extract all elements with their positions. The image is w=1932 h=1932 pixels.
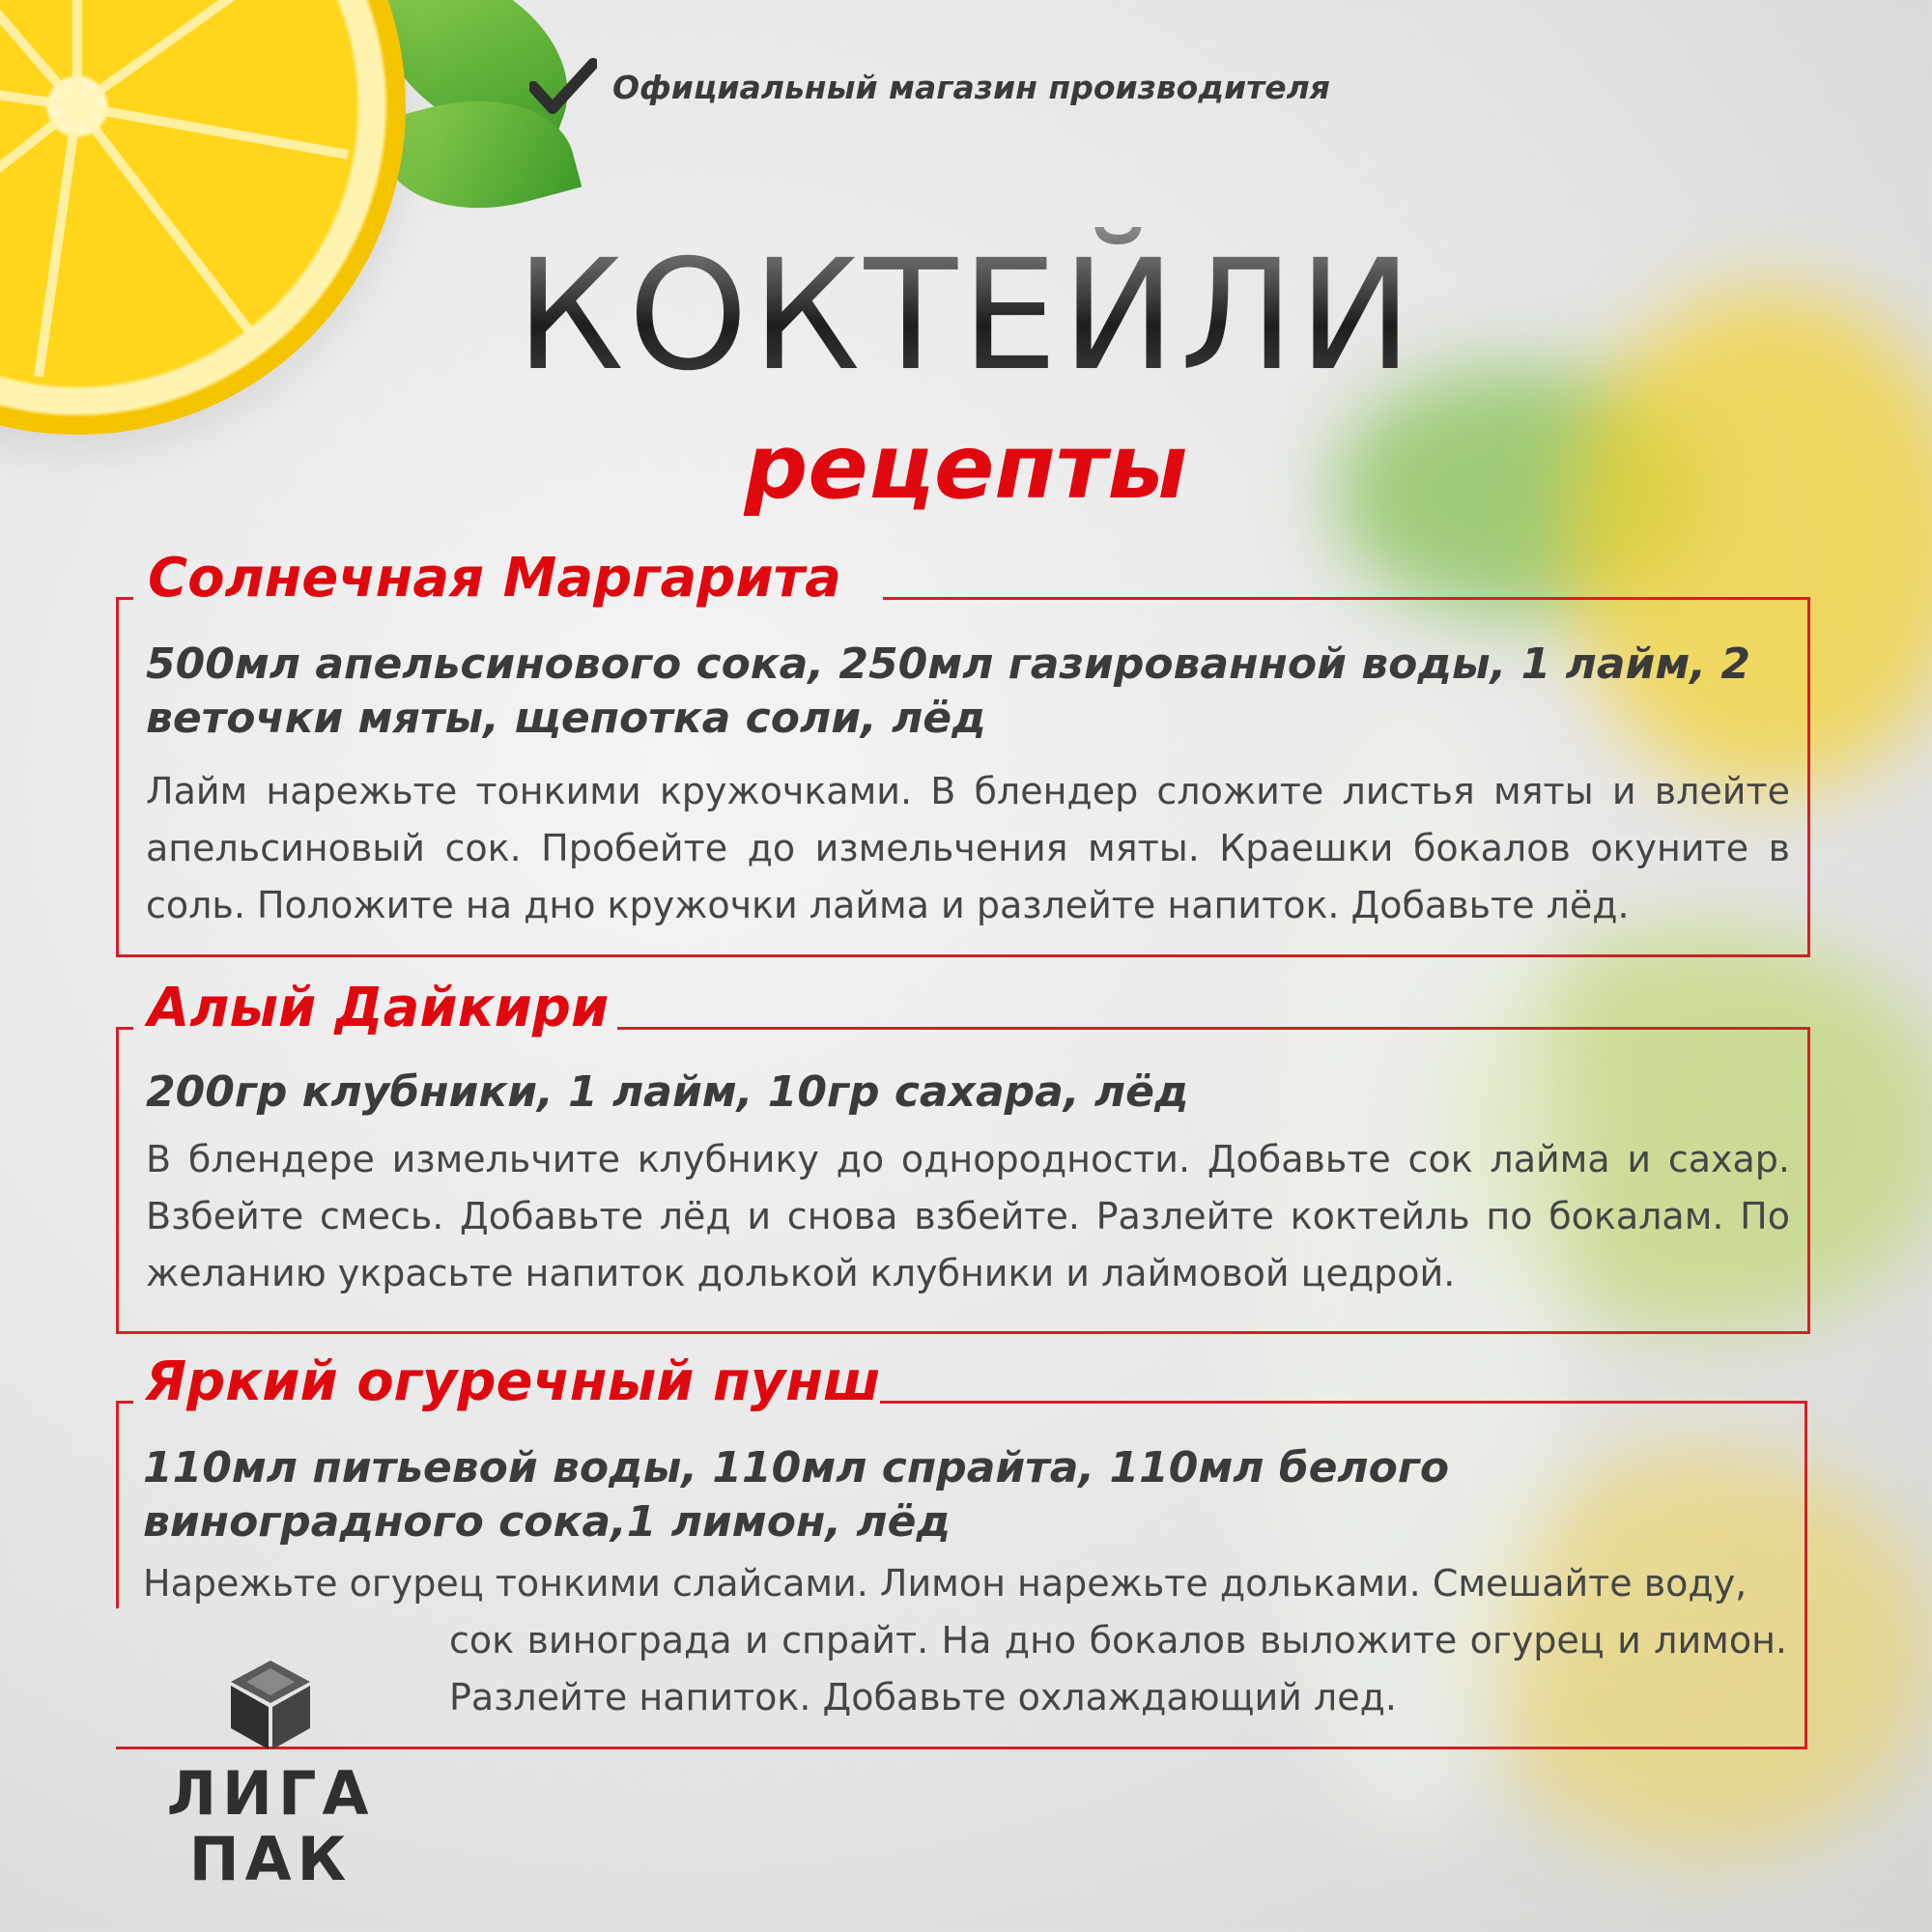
frame-line [880, 1401, 1807, 1404]
official-store-badge [529, 58, 1330, 116]
recipe-ingredients: 500мл апельсинового сока, 250мл газированной воды, 1 лайм, 2 веточки мяты, щепотка соли, лёд [146, 639, 1750, 743]
recipe-title: Алый Дайкири [148, 977, 610, 1039]
logo-text-line2: ПАК [188, 1824, 353, 1894]
official-store-text: Официальный магазин производителя [612, 68, 1330, 106]
recipe-ingredients: 200гр клубники, 1 лайм, 10гр сахара, лёд [146, 1067, 1189, 1117]
frame-line [883, 597, 1810, 600]
recipe-title: Яркий огуречный пунш [145, 1350, 881, 1413]
recipe-ingredients: 110мл питьевой воды, 110мл спрайта, 110мл белого виноградного сока,1 лимон, лёд [143, 1443, 1450, 1547]
frame-line [617, 1027, 1810, 1030]
cube-logo-icon [227, 1657, 314, 1753]
recipe-method: В блендере измельчите клубнику до однородности. Добавьте сок лайма и сахар. Взбейте смесь. Добавьте лёд и снова взбейте. Разлейте коктейль по бокалам. По желанию украсьте напиток долькой клубники и лаймовой цедрой. [146, 1138, 1790, 1294]
page-subtitle: рецепты [744, 415, 1188, 519]
page-title: КОКТЕЙЛИ [0, 227, 1932, 405]
recipe-method: Нарежьте огурец тонкими слайсами. Лимон нарежьте дольками. Смешайте воду, [143, 1562, 1747, 1605]
frame-line [116, 1401, 119, 1608]
logo-text-line1: ЛИГА [166, 1758, 375, 1829]
recipe-method: сок винограда и спрайт. На дно бокалов выложите огурец и лимон. Разлейте напиток. Добавьте охлаждающий лед. [449, 1619, 1787, 1719]
frame-line [116, 597, 133, 600]
brand-logo [145, 1657, 396, 1892]
recipe-card [116, 977, 1810, 1334]
recipe-title: Солнечная Маргарита [148, 547, 841, 610]
recipe-method: Лайм нарежьте тонкими кружочками. В блендер сложите листья мяты и влейте апельсиновый сок. Пробейте до измельчения мяты. Краешки бокалов окуните в соль. Положите на дно кружочки лайма и разлейте напиток. Добавьте лёд. [146, 770, 1790, 926]
recipe-card [116, 547, 1810, 957]
checkmark-icon [529, 58, 597, 116]
frame-line [116, 1027, 133, 1030]
